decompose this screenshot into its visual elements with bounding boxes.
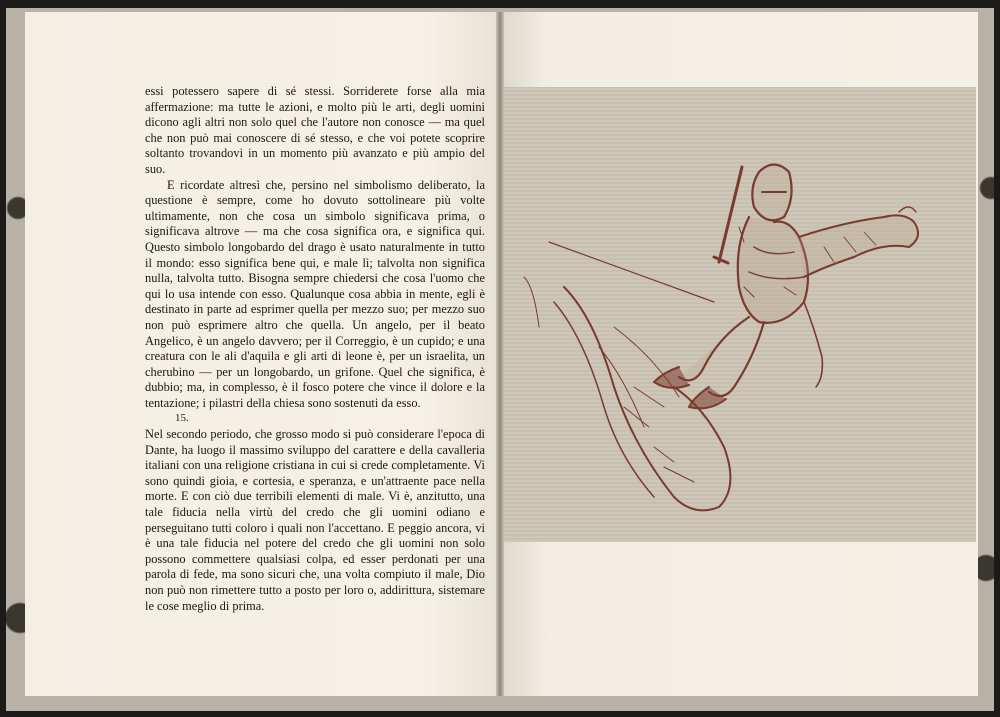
section-number: 15. [175,412,189,425]
paragraph-3: Nel secondo periodo, che grosso modo si può considerare l'epoca di Dante, ha luogo il massimo sviluppo del carattere e della cavalleria italiani con una religione cristiana in cui si crede completamente. Vi sono quindi gioia, e cortesia, e speranza, e un'attraente pace nella morte. E con ciò due terribili elementi di male. Vi è, anzitutto, una tale fiducia nella virtù del credo che gli uomini odiano e perseguitano tutti coloro i quali non l'accettano. E peggio ancora, vi è una tale fiducia nel potere del credo che gli uomini non solo possono commettere qualsiasi colpa, ed esser perdonati per una parola di fede, ma sono sicuri che, una volta compiuto il male, Dio non può non rimettere tutto a posto per loro o, addirittura, sistemare le cose meglio di prima. [145,427,485,613]
paragraph-1: essi potessero sapere di sé stessi. Sorriderete forse alla mia affermazione: ma tutte le azioni, e molto più le arti, degli uomini dicono agli altri non solo quel che l'autore non conosce — ma quel che non può mai conoscere di sé stesso, e che voi potete scoprire soltanto trovandovi in un momento più avanzato e più ampio del suo. [145,84,485,176]
left-page-text [145,84,485,614]
paragraph-2: E ricordate altresì che, persino nel simbolismo deliberato, la questione è sempre, come ho dovuto sottolineare più volte ultimamente, non che cosa un simbolo significava prima, o significava altrove — ma che cosa significa ora, e significa qui. Questo simbolo longobardo del drago è usato naturalmente in tutto il mondo: esso significa bene qui, e male lì; talvolta non significa nulla, talvolta tutto. Bisogna sempre chiedersi che cosa l'uomo che qui lo usa intende con esso. Qualunque cosa abbia in mente, egli è destinato in parte ad esprimer quella per mezzo suo; per mezzo suo non può esprimere altro che quella. Un angelo, per il beato Angelico, è un angelo davvero; per il Correggio, è un cupido; e una creatura con le ali d'aquila e gli arti di leone è, per un israelita, un cherubino — per un longobardo, un grifone. Quel che significa, è dubbio; ma, in complesso, è il fosco potere che vince il dolore e la tentazione; i pilastri della chiesa sono sostenuti da esso. [145,177,485,410]
book-gutter [496,12,504,696]
illustration-plate [504,87,976,542]
armored-knight-on-rock-illustration [504,87,976,542]
